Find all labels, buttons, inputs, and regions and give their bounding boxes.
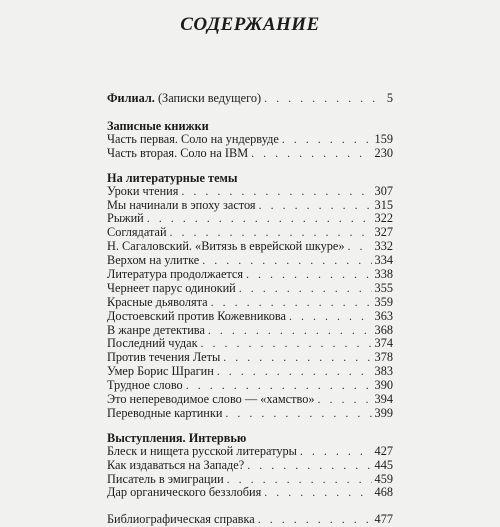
dot-leader — [201, 337, 372, 351]
toc-entry-finale — [107, 92, 393, 106]
dot-leader — [289, 310, 372, 324]
dot-leader — [181, 185, 371, 199]
toc-entry — [107, 268, 393, 282]
toc-entry-title: Красные дьяволята — [107, 294, 208, 309]
toc-entry — [107, 185, 393, 199]
page-number: 307 — [374, 183, 393, 198]
toc-entry-title: Против течения Леты — [107, 350, 221, 365]
toc-entry-title: Н. Сагаловский. «Витязь в еврейской шкуре» — [107, 239, 345, 254]
dot-leader — [258, 513, 372, 527]
dot-leader — [223, 351, 371, 365]
page-number: 359 — [374, 294, 393, 309]
toc-entry — [107, 407, 393, 421]
toc-entry-title: Писатель в эмиграции — [107, 471, 224, 486]
toc-entry-bold-title: Филиал. — [107, 91, 155, 105]
dot-leader — [227, 473, 372, 487]
toc-entry-title: Достоевский против Кожевникова — [107, 308, 287, 323]
toc-entry — [107, 147, 393, 161]
dot-leader — [202, 254, 371, 268]
page-number: 383 — [374, 364, 393, 379]
toc-entry — [107, 379, 393, 393]
toc-entry — [107, 133, 393, 147]
toc-entry-title: Это непереводимое слово — «хамство» — [107, 392, 315, 407]
page-number: 159 — [374, 131, 393, 146]
toc-entry-bibliography — [107, 513, 393, 527]
toc-entry — [107, 324, 393, 338]
page-number: 230 — [374, 145, 393, 160]
page-number: 363 — [374, 308, 393, 323]
dot-leader — [217, 365, 372, 379]
toc-entry — [107, 393, 393, 407]
toc-entry — [107, 310, 393, 324]
toc-entry — [107, 199, 393, 213]
dot-leader — [246, 268, 372, 282]
page-number: 322 — [374, 211, 393, 226]
dot-leader — [147, 212, 372, 226]
toc-entry-title: Дар органического беззлобия — [107, 485, 262, 500]
dot-leader — [239, 282, 372, 296]
toc-entry — [107, 351, 393, 365]
page-number: 459 — [374, 471, 393, 486]
page-number: 445 — [374, 457, 393, 472]
table-of-contents — [107, 92, 393, 527]
toc-entry-subtitle: (Записки ведущего) — [154, 91, 262, 105]
page-number: 332 — [374, 239, 393, 254]
page-number: 368 — [374, 322, 393, 337]
toc-entry — [107, 212, 393, 226]
toc-entry — [107, 282, 393, 296]
toc-entry — [107, 473, 393, 487]
toc-entry — [107, 459, 393, 473]
page-number: 334 — [374, 253, 393, 268]
dot-leader — [318, 393, 372, 407]
page-number: 374 — [374, 336, 393, 351]
toc-entry — [107, 240, 393, 254]
toc-entry-title: Мы начинали в эпоху застоя — [107, 197, 256, 212]
dot-leader — [186, 379, 372, 393]
toc-entry — [107, 365, 393, 379]
toc-entry-title: Трудное слово — [107, 378, 183, 393]
page-number: 355 — [374, 280, 393, 295]
page-number: 390 — [374, 378, 393, 393]
toc-entry-title: Чернеет парус одинокий — [107, 280, 236, 295]
page-number: 399 — [374, 405, 393, 420]
dot-leader — [251, 147, 371, 161]
section-heading-notebooks: Записные книжки — [107, 118, 209, 133]
toc-entry-title: Часть первая. Соло на ундервуде — [107, 131, 279, 146]
dot-leader — [208, 324, 372, 338]
toc-entry-title: Переводные картинки — [107, 405, 223, 420]
toc-entry-title: Библиографическая справка — [107, 512, 255, 527]
dot-leader — [300, 445, 372, 459]
page-number: 327 — [374, 225, 393, 240]
toc-entry-title: Блеск и нищета русской литературы — [107, 443, 297, 458]
dot-leader — [225, 407, 371, 421]
section-speeches — [107, 445, 393, 501]
section-literary — [107, 185, 393, 421]
toc-entry — [107, 254, 393, 268]
toc-entry-title: Верхом на улитке — [107, 253, 200, 268]
dot-leader — [170, 226, 372, 240]
toc-entry — [107, 226, 393, 240]
page-number: 378 — [374, 350, 393, 365]
page-number: 315 — [374, 197, 393, 212]
dot-leader — [282, 133, 372, 147]
toc-entry-title: Часть вторая. Соло на IBM — [107, 145, 249, 160]
dot-leader — [264, 92, 384, 106]
toc-entry — [107, 296, 393, 310]
toc-entry-title: Уроки чтения — [107, 183, 179, 198]
toc-entry — [107, 337, 393, 351]
toc-entry-title: Рыжий — [107, 211, 144, 226]
section-heading-speeches: Выступления. Интервью — [107, 430, 247, 445]
toc-entry-title: Соглядатай — [107, 225, 167, 240]
page-number: 394 — [374, 392, 393, 407]
section-notebooks — [107, 133, 393, 161]
page-number: 427 — [374, 443, 393, 458]
dot-leader — [259, 199, 372, 213]
dot-leader — [348, 240, 372, 254]
page-title: СОДЕРЖАНИЕ — [180, 14, 320, 35]
page-number: 468 — [374, 485, 393, 500]
dot-leader — [211, 296, 372, 310]
toc-entry-title: В жанре детектива — [107, 322, 205, 337]
dot-leader — [247, 459, 371, 473]
toc-entry-title: Литература продолжается — [107, 267, 244, 282]
page-number: 5 — [386, 91, 393, 105]
toc-entry — [107, 486, 393, 500]
toc-entry-title: Как издаваться на Западе? — [107, 457, 245, 472]
section-heading-literary: На литературные темы — [107, 170, 238, 185]
dot-leader — [264, 486, 371, 500]
page-number: 338 — [374, 267, 393, 282]
toc-entry-title: Умер Борис Шрагин — [107, 364, 214, 379]
page-number: 477 — [374, 512, 393, 527]
toc-entry — [107, 445, 393, 459]
toc-entry-title: Последний чудак — [107, 336, 198, 351]
